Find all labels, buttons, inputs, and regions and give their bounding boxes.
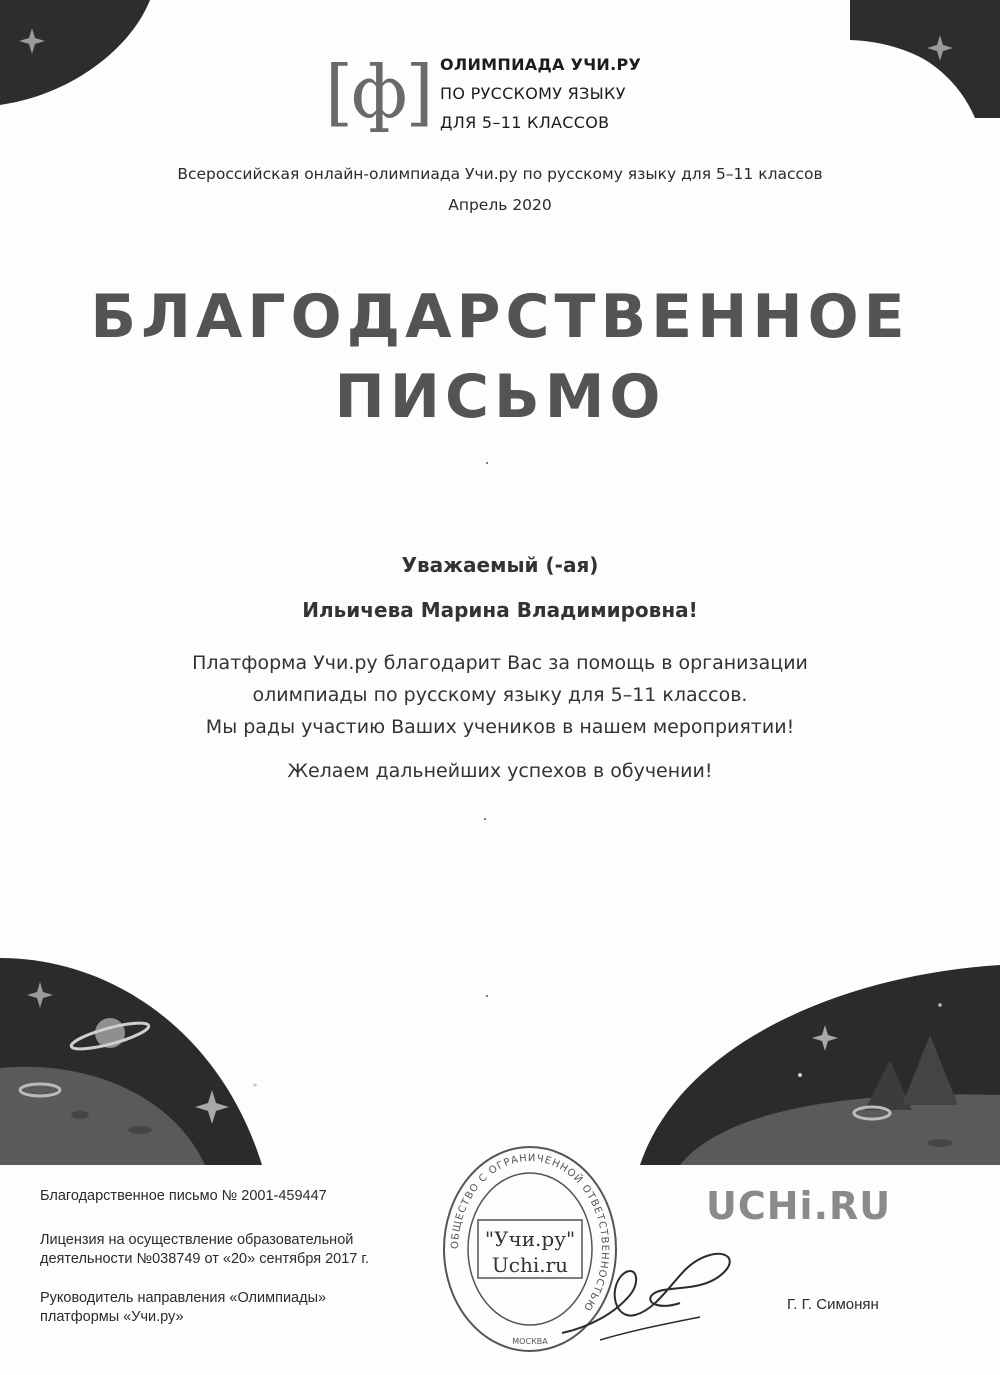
logo-grades-line: ДЛЯ 5–11 КЛАССОВ <box>440 113 610 132</box>
olympiad-subtitle: Всероссийская онлайн-олимпиада Учи.ру по русскому языку для 5–11 классов <box>177 165 823 183</box>
corner-decoration-top-right <box>850 0 1000 120</box>
logo-subject-line: ПО РУССКОМУ ЯЗЫКУ <box>440 84 626 103</box>
signer-name: Г. Г. Симонян <box>787 1296 879 1313</box>
document-title-line-1: БЛАГОДАРСТВЕННОЕ <box>90 282 910 352</box>
olympiad-date: Апрель 2020 <box>448 196 552 214</box>
logo-title-line: ОЛИМПИАДА УЧИ.РУ <box>440 55 642 74</box>
role-line-2: платформы «Учи.ру» <box>40 1309 184 1325</box>
role-line-1: Руководитель направления «Олимпиады» <box>40 1290 327 1306</box>
greeting: Уважаемый (-ая) <box>401 553 599 577</box>
space-illustration-right <box>640 965 1000 1165</box>
stamp-ring-text: ОБЩЕСТВО С ОГРАНИЧЕННОЙ ОТВЕТСТВЕННОСТЬЮ <box>449 1152 611 1314</box>
stamp-name-ru: "Учи.ру" <box>484 1227 576 1251</box>
olympiad-logo-mark: [ф] <box>325 50 432 134</box>
stamp-name-en: Uchi.ru <box>491 1253 569 1277</box>
wish-line: Желаем дальнейших успехов в обучении! <box>287 760 713 782</box>
license-line-2: деятельности №038749 от «20» сентября 2017 г. <box>40 1251 369 1267</box>
stamp-city: МОСКВА <box>512 1337 548 1346</box>
letter-number: Благодарственное письмо № 2001-459447 <box>40 1188 327 1204</box>
license-info <box>40 1231 369 1269</box>
corner-decoration-top-left <box>0 0 150 110</box>
signatory-role <box>40 1289 326 1327</box>
body-line: олимпиады по русскому языку для 5–11 классов. <box>252 684 748 706</box>
document-title-line-2: ПИСЬМО <box>334 362 666 432</box>
recipient-name: Ильичева Марина Владимировна! <box>302 598 698 622</box>
body-line: Мы рады участию Ваших учеников в нашем мероприятии! <box>205 716 795 738</box>
body-line: Платформа Учи.ру благодарит Вас за помощь в организации <box>192 652 808 674</box>
license-line-1: Лицензия на осуществление образовательной <box>40 1232 354 1248</box>
handwritten-signature <box>560 1235 740 1345</box>
space-illustration-left <box>0 950 300 1165</box>
uchi-ru-brand-logo: UCHi.RU <box>706 1184 892 1228</box>
